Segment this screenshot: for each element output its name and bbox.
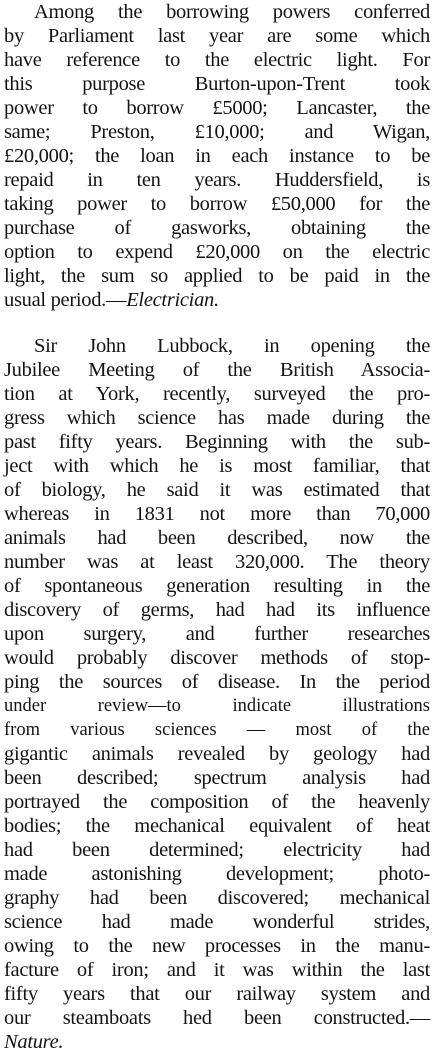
text-line: graphy had been discovered; mechanical	[4, 887, 430, 909]
text-line: made astonishing development; photo-	[4, 863, 430, 885]
text-line: this purpose Burton-upon-Trent took	[4, 73, 430, 95]
text-line: same; Preston, £10,000; and Wigan,	[4, 121, 430, 143]
text-line-end: usual period.—	[4, 289, 127, 311]
text-line: of spontaneous generation resulting in the	[4, 575, 430, 597]
text-line: purchase of gasworks, obtaining the	[4, 217, 430, 239]
text-line: been described; spectrum analysis had	[4, 767, 430, 789]
source-attribution: Nature.	[4, 1031, 64, 1053]
text-line: repaid in ten years. Huddersfield, is	[4, 169, 430, 191]
text-line: gigantic animals revealed by geology had	[4, 743, 430, 765]
text-line: whereas in 1831 not more than 70,000	[4, 503, 430, 525]
text-line: Sir John Lubbock, in opening the	[34, 335, 430, 357]
text-line: ject with which he is most familiar, that	[4, 455, 430, 477]
text-line: of biology, he said it was estimated that	[4, 479, 430, 501]
text-line: discovery of germs, had had its influence	[4, 599, 430, 621]
text-line: £20,000; the loan in each instance to be	[4, 145, 430, 167]
text-line: animals had been described, now the	[4, 527, 430, 549]
text-line: facture of iron; and it was within the last	[4, 959, 430, 981]
paragraph-electric-light-borrowing	[4, 0, 430, 312]
paragraph-british-association-jubilee	[4, 334, 430, 1054]
text-line: power to borrow £5000; Lancaster, the	[4, 97, 430, 119]
text-line: our steamboats hed been constructed.—	[4, 1007, 430, 1029]
text-line: fifty years that our railway system and	[4, 983, 430, 1005]
text-line: Among the borrowing powers conferred	[34, 1, 430, 23]
text-line: Jubilee Meeting of the British Associa-	[4, 359, 430, 381]
text-line: have reference to the electric light. For	[4, 49, 430, 71]
text-line: light, the sum so applied to be paid in the	[4, 265, 430, 287]
text-line: would probably discover methods of stop-	[4, 647, 430, 669]
text-line: science had made wonderful strides,	[4, 911, 430, 933]
text-line-last	[4, 288, 430, 312]
text-line: past fifty years. Beginning with the sub-	[4, 431, 430, 453]
text-line: taking power to borrow £50,000 for the	[4, 193, 430, 215]
text-line: number was at least 320,000. The theory	[4, 551, 430, 573]
text-line: upon surgery, and further researches	[4, 623, 430, 645]
newspaper-column	[4, 0, 430, 1053]
text-line: tion at York, recently, surveyed the pro-	[4, 383, 430, 405]
source-attribution: Electrician.	[126, 289, 219, 311]
text-line: under review—to indicate illustrations	[4, 696, 430, 716]
text-line: bodies; the mechanical equivalent of heat	[4, 815, 430, 837]
text-line: by Parliament last year are some which	[4, 25, 430, 47]
text-line: ping the sources of disease. In the period	[4, 671, 430, 693]
text-line: gress which science has made during the	[4, 407, 430, 429]
text-line: owing to the new processes in the manu-	[4, 935, 430, 957]
text-line: had been determined; electricity had	[4, 839, 430, 861]
text-line: portrayed the composition of the heavenly	[4, 791, 430, 813]
text-line: option to expend £20,000 on the electric	[4, 241, 430, 263]
text-line: from various sciences — most of the	[4, 720, 430, 740]
